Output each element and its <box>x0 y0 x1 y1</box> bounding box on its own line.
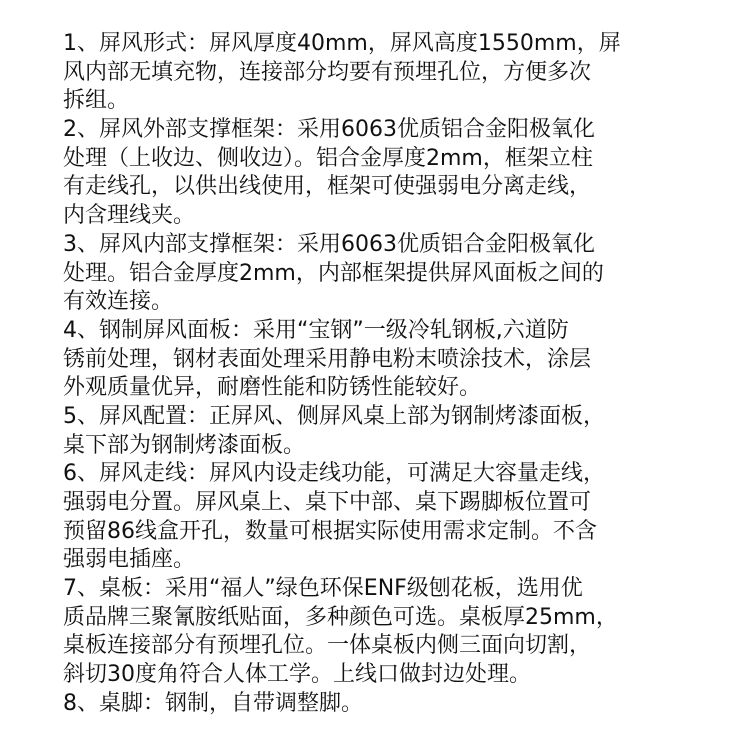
spec-line: 风内部无填充物，连接部分均要有预埋孔位，方便多次 <box>63 59 592 85</box>
spec-line: 外观质量优异，耐磨性能和防锈性能较好。 <box>63 375 482 401</box>
spec-line: 3、屏风内部支撑框架：采用6063优质铝合金阳极氧化 <box>63 231 595 257</box>
spec-line: 强弱电分置。屏风桌上、桌下中部、桌下踢脚板位置可 <box>63 490 592 515</box>
spec-line: 2、屏风外部支撑框架：采用6063优质铝合金阳极氧化 <box>63 117 595 143</box>
spec-document <box>63 30 703 719</box>
spec-line: 1、屏风形式：屏风厚度40mm，屏风高度1550mm，屏 <box>63 31 621 56</box>
spec-line: 有效连接。 <box>63 289 174 315</box>
spec-line: 5、屏风配置：正屏风、侧屏风桌上部为钢制烤漆面板， <box>63 403 605 429</box>
spec-line: 质品牌三聚氰胺纸贴面，多种颜色可选。桌板厚25mm， <box>63 604 618 630</box>
spec-line: 拆组。 <box>63 88 130 114</box>
spec-line: 处理（上收边、侧收边）。铝合金厚度2mm，框架立柱 <box>63 145 593 171</box>
spec-line: 预留86线盒开孔，数量可根据实际使用需求定制。不含 <box>63 518 597 544</box>
spec-line: 6、屏风走线：屏风内设走线功能，可满足大容量走线， <box>63 461 605 487</box>
spec-line: 有走线孔，以供出线使用，框架可使强弱电分离走线， <box>63 174 592 200</box>
spec-line: 处理。铝合金厚度2mm，内部框架提供屏风面板之间的 <box>63 260 604 286</box>
spec-line: 8、桌脚：钢制，自带调整脚。 <box>63 690 363 716</box>
spec-line: 锈前处理，钢材表面处理采用静电粉末喷涂技术，涂层 <box>63 346 592 372</box>
spec-line: 4、钢制屏风面板：采用“宝钢”一级冷轧钢板,六道防 <box>63 317 569 343</box>
spec-line: 斜切30度角符合人体工学。上线口做封边处理。 <box>63 662 531 688</box>
spec-line: 强弱电插座。 <box>63 547 196 573</box>
spec-line: 内含理线夹。 <box>63 203 196 229</box>
spec-line: 桌下部为钢制烤漆面板。 <box>63 432 306 458</box>
spec-line: 桌板连接部分有预埋孔位。一体桌板内侧三面向切割， <box>63 633 592 659</box>
spec-line: 7、桌板：采用“福人”绿色环保ENF级刨花板，选用优 <box>63 576 583 602</box>
